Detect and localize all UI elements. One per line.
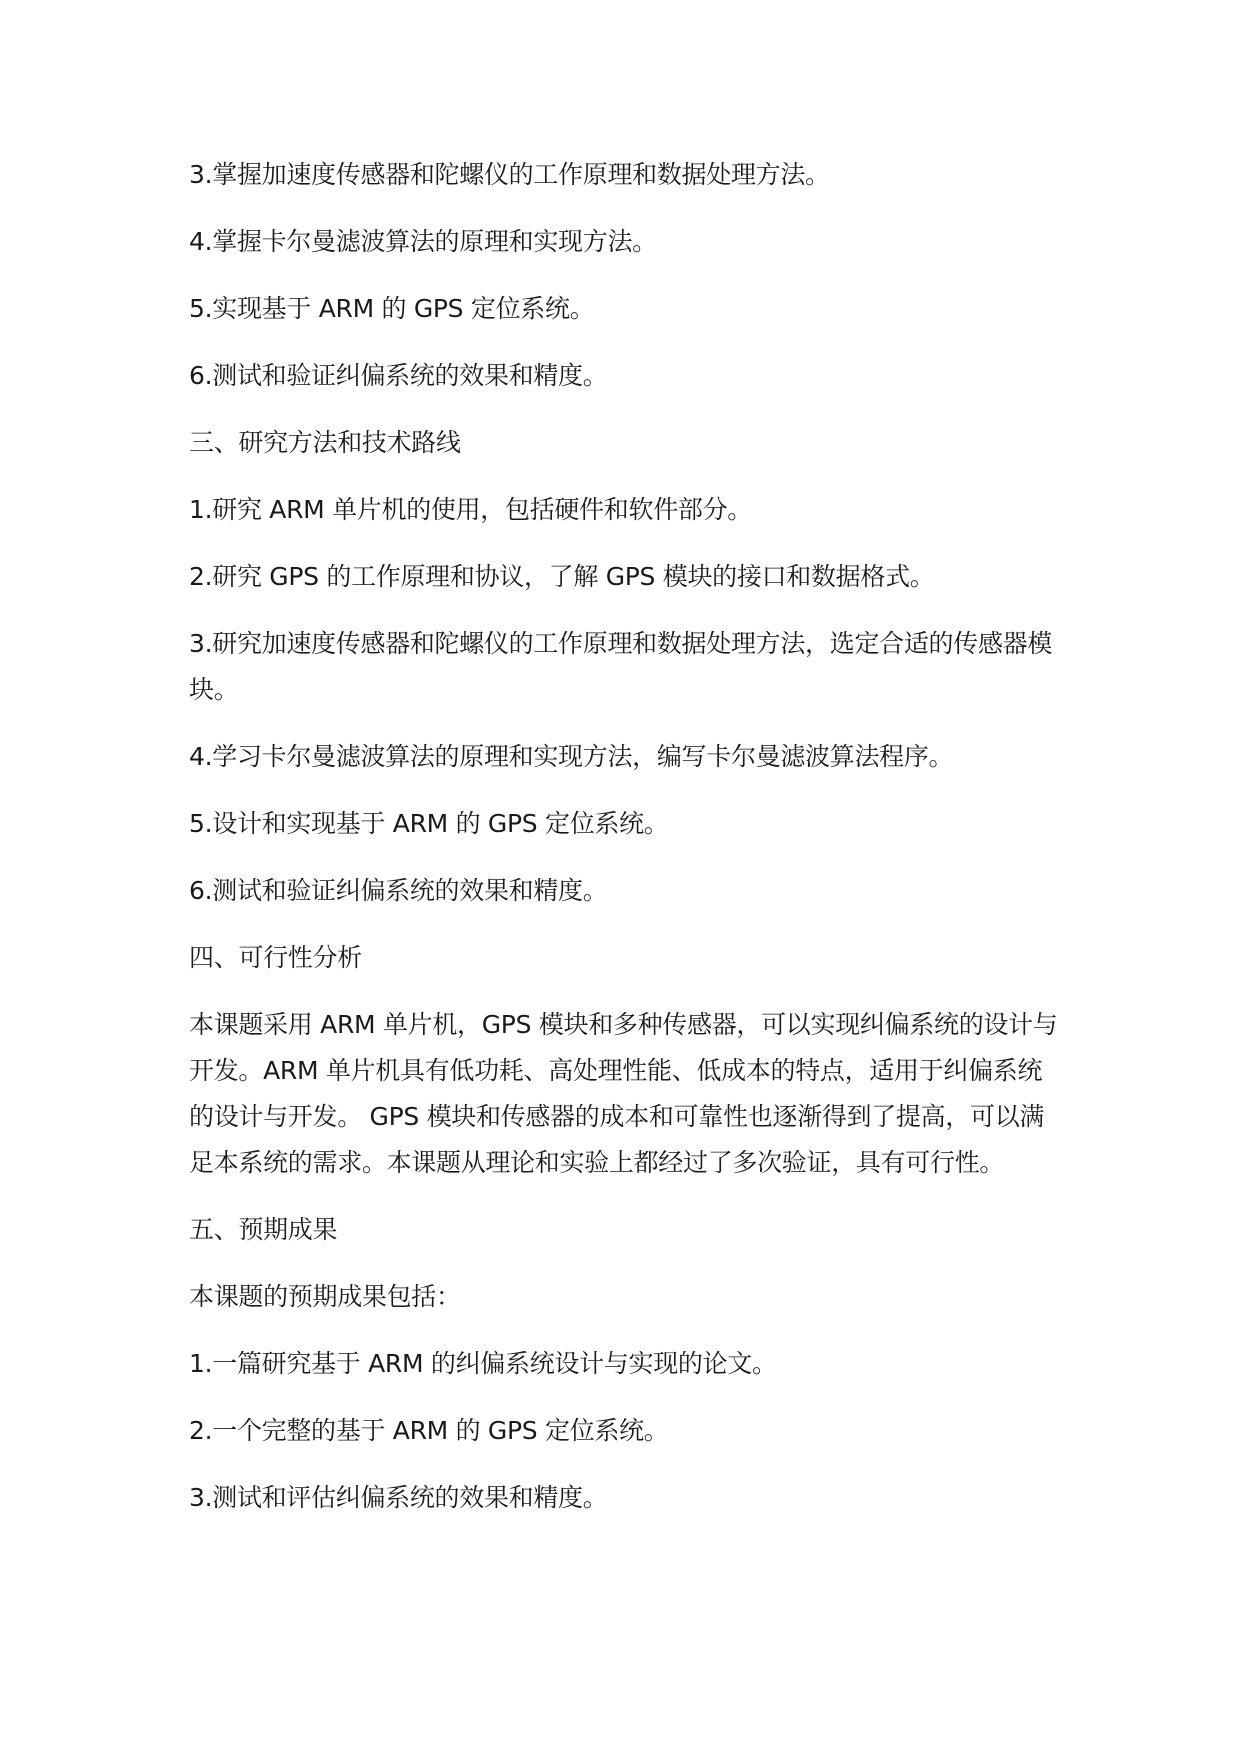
section-heading-methods: 三、研究方法和技术路线 xyxy=(189,428,461,457)
list-item-objective-5: 5.实现基于 ARM 的 GPS 定位系统。 xyxy=(189,294,595,323)
list-item-method-4: 4.学习卡尔曼滤波算法的原理和实现方法，编写卡尔曼滤波算法程序。 xyxy=(189,742,954,771)
list-item-method-6: 6.测试和验证纠偏系统的效果和精度。 xyxy=(189,876,608,905)
section-heading-feasibility: 四、可行性分析 xyxy=(189,943,362,972)
list-item-objective-4: 4.掌握卡尔曼滤波算法的原理和实现方法。 xyxy=(189,227,657,256)
list-item-outcome-3: 3.测试和评估纠偏系统的效果和精度。 xyxy=(189,1483,608,1512)
list-item-method-1: 1.研究 ARM 单片机的使用，包括硬件和软件部分。 xyxy=(189,495,752,524)
feasibility-paragraph: 本课题采用 ARM 单片机，GPS 模块和多种传感器，可以实现纠偏系统的设计与开发。ARM 单片机具有低功耗、高处理性能、低成本的特点，适用于纠偏系统的设计与开发。 GPS 模块和传感器的成本和可靠性也逐渐得到了提高，可以满足本系统的需求。本课题从理论和实验上都经过了多次验证，具有可行性。 xyxy=(189,1010,1058,1177)
outcomes-intro: 本课题的预期成果包括： xyxy=(189,1282,461,1311)
section-heading-outcomes: 五、预期成果 xyxy=(189,1215,338,1244)
list-item-method-3: 3.研究加速度传感器和陀螺仪的工作原理和数据处理方法，选定合适的传感器模块。 xyxy=(189,629,1053,704)
list-item-method-2: 2.研究 GPS 的工作原理和协议，了解 GPS 模块的接口和数据格式。 xyxy=(189,562,935,591)
list-item-objective-6: 6.测试和验证纠偏系统的效果和精度。 xyxy=(189,361,608,390)
document-body xyxy=(189,152,1059,1542)
list-item-outcome-1: 1.一篇研究基于 ARM 的纠偏系统设计与实现的论文。 xyxy=(189,1349,777,1378)
list-item-objective-3: 3.掌握加速度传感器和陀螺仪的工作原理和数据处理方法。 xyxy=(189,160,830,189)
list-item-outcome-2: 2.一个完整的基于 ARM 的 GPS 定位系统。 xyxy=(189,1416,669,1445)
list-item-method-5: 5.设计和实现基于 ARM 的 GPS 定位系统。 xyxy=(189,809,669,838)
